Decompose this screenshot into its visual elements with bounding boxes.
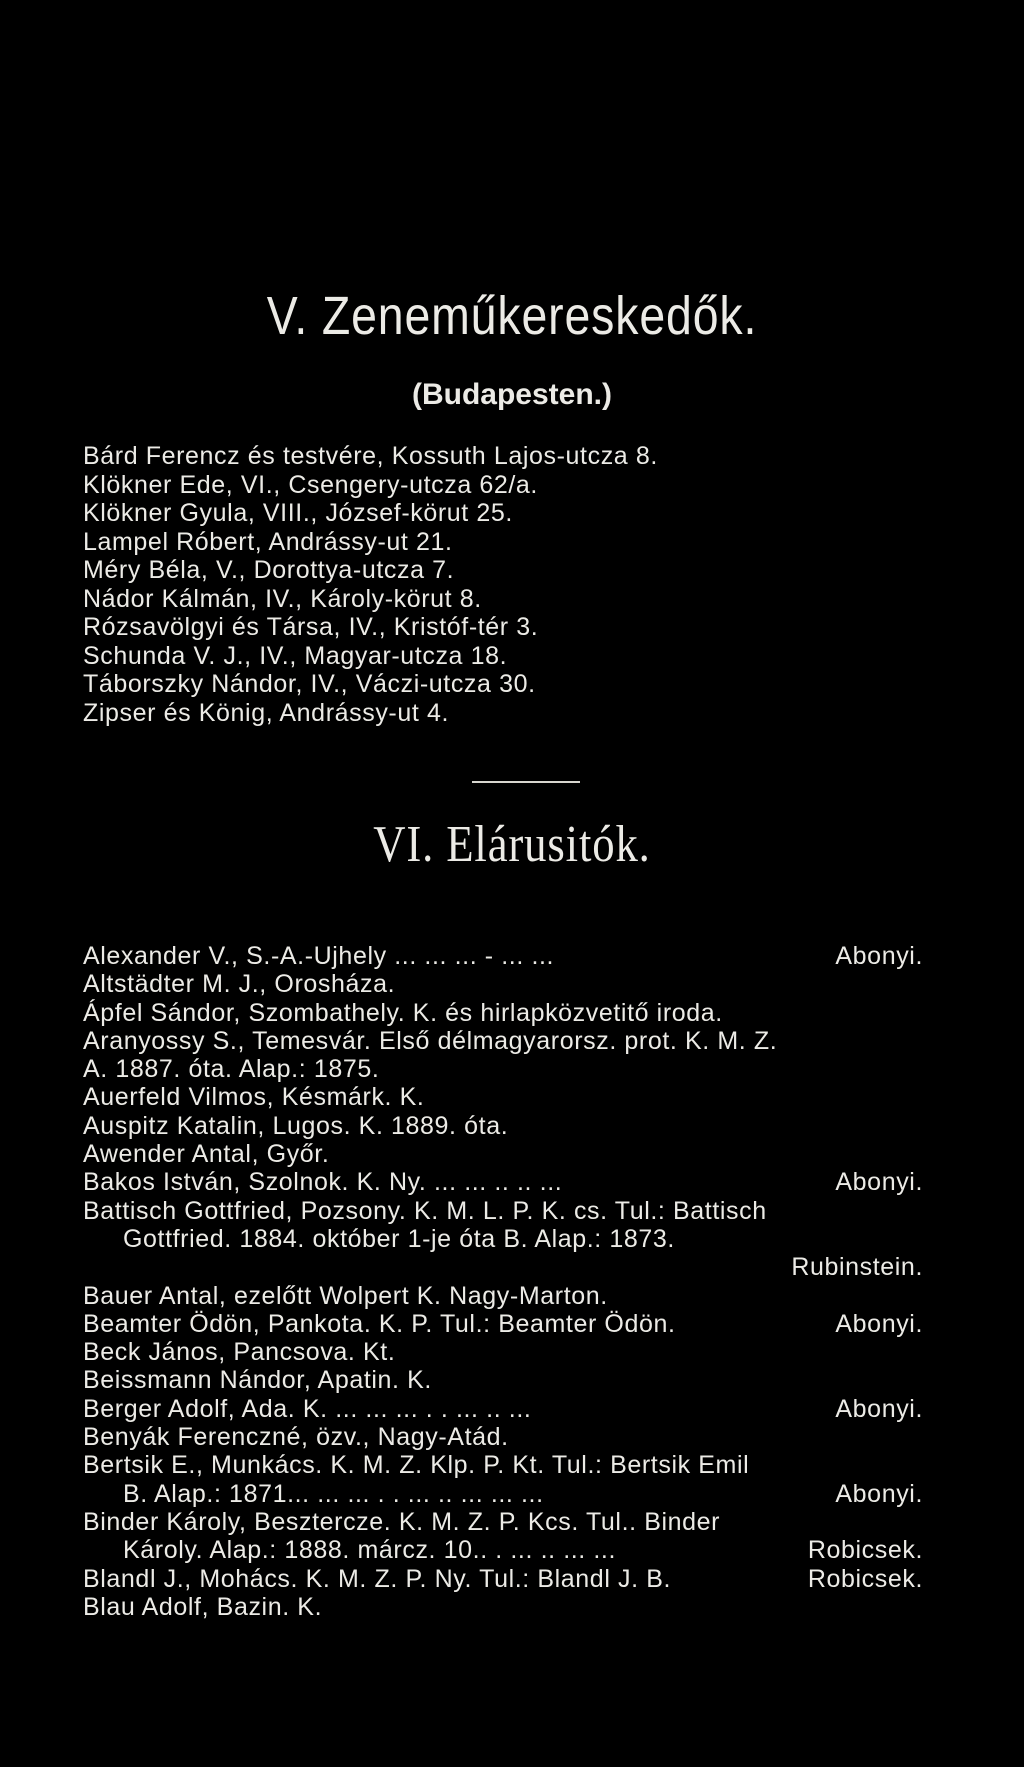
list-item <box>83 1423 923 1451</box>
list-item <box>83 1338 923 1366</box>
list-item <box>83 1480 923 1508</box>
list-item: Lampel Róbert, Andrássy-ut 21. <box>83 527 453 556</box>
list-item: Zipser és König, Andrássy-ut 4. <box>83 698 449 727</box>
list-item: Klökner Ede, VI., Csengery-utcza 62/a. <box>83 470 538 499</box>
list-item <box>83 1027 923 1055</box>
list-item <box>83 1282 923 1310</box>
entry-text: Awender Antal, Győr. <box>83 1140 330 1169</box>
section-divider <box>472 781 580 783</box>
section-title-music-dealers: V. Zeneműkereskedők. <box>266 286 758 346</box>
section-subtitle-budapest: (Budapesten.) <box>411 378 612 411</box>
list-item <box>83 1536 923 1564</box>
entry-text: Alexander V., S.-A.-Ujhely ... ... ... - ... ... <box>83 942 555 970</box>
entry-text: Aranyossy S., Temesvár. Első délmagyarorsz. prot. K. M. Z. <box>83 1026 778 1055</box>
entry-text: Auerfeld Vilmos, Késmárk. K. <box>83 1083 425 1112</box>
list-item: Klökner Gyula, VIII., József-körut 25. <box>83 499 513 527</box>
list-item <box>83 1366 923 1394</box>
list-item <box>83 1197 923 1225</box>
entry-publisher: Robicsek. <box>807 1536 923 1565</box>
list-item: Bárd Ferencz és testvére, Kossuth Lajos-utcza 8. <box>83 442 658 470</box>
list-item <box>83 1310 923 1338</box>
list-item <box>83 1055 923 1083</box>
entry-publisher: Abonyi. <box>835 1168 923 1197</box>
list-item <box>83 1225 923 1253</box>
sellers-list <box>83 942 923 1621</box>
list-item <box>83 1140 923 1168</box>
entry-text: Bertsik E., Munkács. K. M. Z. Klp. P. Kt. Tul.: Bertsik Emil <box>83 1451 750 1480</box>
list-item <box>83 1451 923 1479</box>
list-item <box>83 1565 923 1593</box>
list-item: Méry Béla, V., Dorottya-utcza 7. <box>83 556 455 584</box>
list-item: Táborszky Nándor, IV., Váczi-utcza 30. <box>83 670 536 698</box>
entry-publisher: Abonyi. <box>835 1394 923 1423</box>
entry-text: Beissmann Nándor, Apatin. K. <box>83 1366 432 1395</box>
list-item <box>83 1395 923 1423</box>
entry-text: Berger Adolf, Ada. K. ... ... ... . . ... .. ... <box>83 1394 532 1423</box>
entry-text: Altstädter M. J., Orosháza. <box>83 970 396 999</box>
entry-text: Ápfel Sándor, Szombathely. K. és hirlapközvetitő iroda. <box>83 998 723 1027</box>
entry-text: Blau Adolf, Bazin. K. <box>83 1592 323 1621</box>
entry-publisher: Abonyi. <box>835 1309 923 1338</box>
entry-text: B. Alap.: 1871... ... ... . . ... .. ... ... ... <box>123 1479 544 1508</box>
list-item <box>83 1083 923 1111</box>
list-item <box>83 999 923 1027</box>
list-item <box>83 1253 923 1281</box>
list-item <box>83 1112 923 1140</box>
entry-text: Blandl J., Mohács. K. M. Z. P. Ny. Tul.: Blandl J. B. <box>83 1564 672 1593</box>
list-item <box>83 1168 923 1196</box>
entry-text: Binder Károly, Besztercze. K. M. Z. P. Kcs. Tul.. Binder <box>83 1507 721 1536</box>
entry-text: Károly. Alap.: 1888. márcz. 10.. . ... .. ... ... <box>123 1536 617 1565</box>
entry-text: Bakos István, Szolnok. K. Ny. ... ... .. .. ... <box>83 1168 563 1197</box>
entry-publisher: Abonyi. <box>835 1479 923 1508</box>
list-item <box>83 1508 923 1536</box>
entry-text: Bauer Antal, ezelőtt Wolpert K. Nagy-Marton. <box>83 1281 608 1310</box>
list-item: Schunda V. J., IV., Magyar-utcza 18. <box>83 641 508 670</box>
entry-publisher: Abonyi. <box>835 942 923 970</box>
entry-publisher: Robicsek. <box>807 1564 923 1593</box>
list-item: Rózsavölgyi és Társa, IV., Kristóf-tér 3. <box>83 613 539 641</box>
list-item <box>83 1593 923 1621</box>
list-item <box>83 970 923 998</box>
music-dealers-list <box>83 442 658 727</box>
entry-text: A. 1887. óta. Alap.: 1875. <box>83 1055 380 1084</box>
entry-publisher: Rubinstein. <box>791 1253 923 1282</box>
entry-text: Gottfried. 1884. október 1-je óta B. Alap.: 1873. <box>123 1224 675 1253</box>
section-title-sellers: VI. Elárusitók. <box>373 816 651 873</box>
entry-text: Beamter Ödön, Pankota. K. P. Tul.: Beamter Ödön. <box>83 1309 676 1338</box>
entry-text: Battisch Gottfried, Pozsony. K. M. L. P. K. cs. Tul.: Battisch <box>83 1196 767 1225</box>
entry-text: Beck János, Pancsova. Kt. <box>83 1338 396 1367</box>
list-item <box>83 942 923 970</box>
list-item: Nádor Kálmán, IV., Károly-körut 8. <box>83 584 482 613</box>
entry-text: Auspitz Katalin, Lugos. K. 1889. óta. <box>83 1111 509 1140</box>
entry-text: Benyák Ferenczné, özv., Nagy-Atád. <box>83 1423 509 1452</box>
